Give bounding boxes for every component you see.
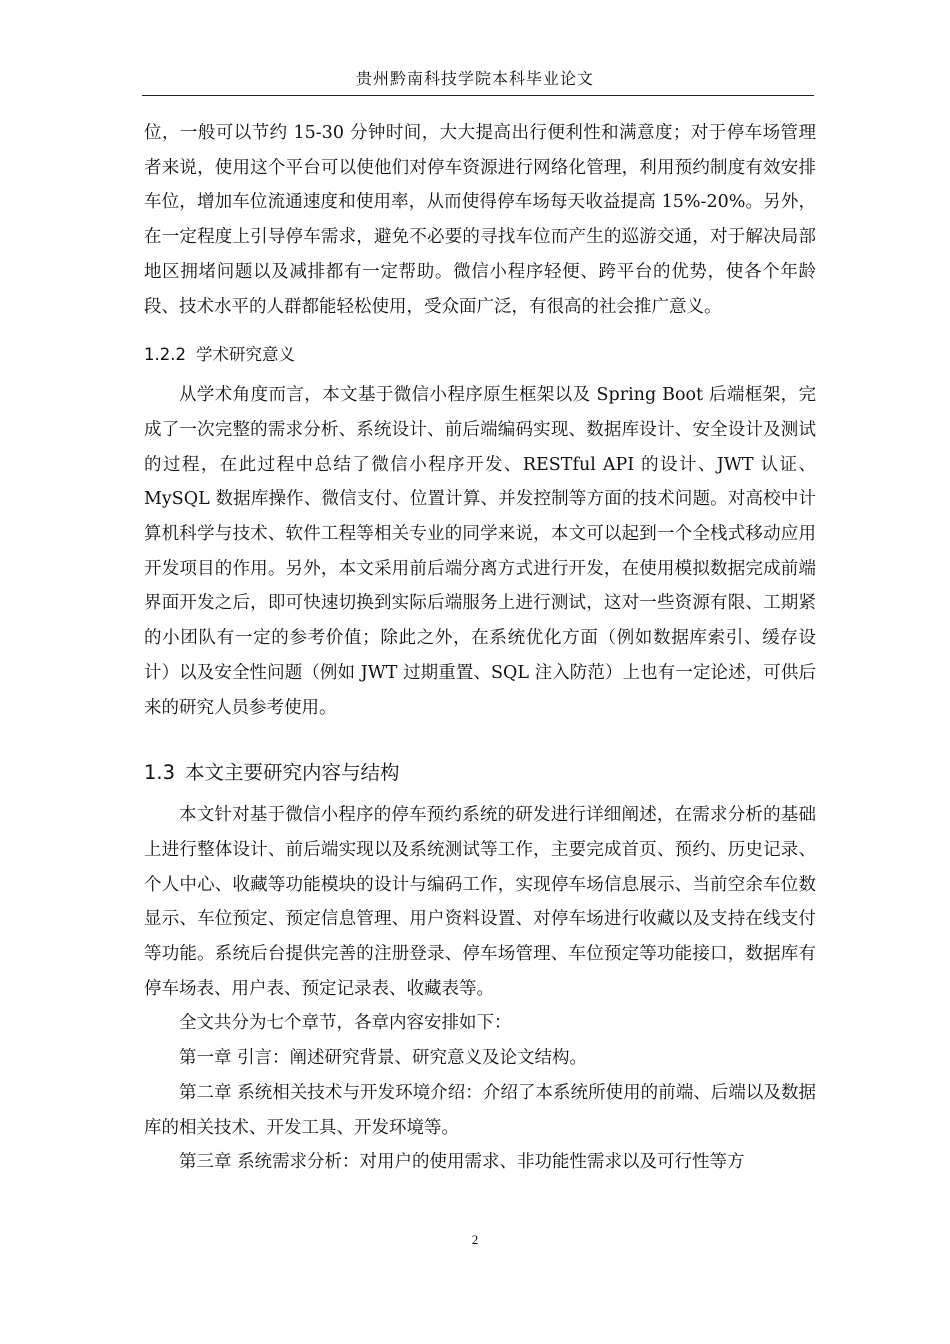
paragraph: 从学术角度而言，本文基于微信小程序原生框架以及 Spring Boot 后端框架，完成了一次完整的需求分析、系统设计、前后端编码实现、数据库设计、安全设计及测试的过程，在此过程中总结了微信小程序开发、RESTful API 的设计、JWT 认证、MySQL 数据库操作、微信支付、位置计算、并发控制等方面的技术问题。对高校中计算机科学与技术、软件工程等相关专业的同学来说，本文可以起到一个全栈式移动应用开发项目的作用。另外，本文采用前后端分离方式进行开发，在使用模拟数据完成前端界面开发之后，即可快速切换到实际后端服务上进行测试，这对一些资源有限、工期紧的小团队有一定的参考价值；除此之外，在系统优化方面（例如数据库索引、缓存设计）以及安全性问题（例如 JWT 过期重置、SQL 注入防范）上也有一定论述，可供后来的研究人员参考使用。 <box>144 385 816 718</box>
section-heading-1-3 <box>144 758 816 788</box>
section-title: 学术研究意义 <box>195 345 295 365</box>
header-rule <box>142 95 814 96</box>
running-header: 贵州黔南科技学院本科毕业论文 <box>355 69 594 88</box>
section-number: 1.2.2 <box>144 345 186 365</box>
body-text <box>144 116 816 1180</box>
chapter-outline-item: 第一章 引言：阐述研究背景、研究意义及论文结构。 <box>179 1048 588 1069</box>
section-heading-1-2-2 <box>144 342 816 368</box>
section-number: 1.3 <box>144 761 176 785</box>
paragraph: 全文共分为七个章节，各章内容安排如下： <box>179 1013 512 1034</box>
section-title: 本文主要研究内容与结构 <box>185 761 400 785</box>
chapter-outline-item: 第二章 系统相关技术与开发环境介绍：介绍了本系统所使用的前端、后端以及数据库的相关技术、开发工具、开发环境等。 <box>144 1082 816 1138</box>
chapter-outline-item: 第三章 系统需求分析：对用户的使用需求、非功能性需求以及可行性等方 <box>179 1152 745 1173</box>
paragraph-continued: 位，一般可以节约 15-30 分钟时间，大大提高出行便利性和满意度；对于停车场管理者来说，使用这个平台可以使他们对停车资源进行网络化管理，利用预约制度有效安排车位，增加车位流通速度和使用率，从而使得停车场每天收益提高 15%-20%。另外，在一定程度上引导停车需求，避免不必要的寻找车位而产生的巡游交通，对于解决局部地区拥堵问题以及减排都有一定帮助。微信小程序轻便、跨平台的优势，使各个年龄段、技术水平的人群都能轻松使用，受众面广泛，有很高的社会推广意义。 <box>144 123 816 317</box>
page-number: 2 <box>471 1232 479 1247</box>
paragraph: 本文针对基于微信小程序的停车预约系统的研发进行详细阐述，在需求分析的基础上进行整体设计、前后端实现以及系统测试等工作，主要完成首页、预约、历史记录、个人中心、收藏等功能模块的设计与编码工作，实现停车场信息展示、当前空余车位数显示、车位预定、预定信息管理、用户资料设置、对停车场进行收藏以及支持在线支付等功能。系统后台提供完善的注册登录、停车场管理、车位预定等功能接口，数据库有停车场表、用户表、预定记录表、收藏表等。 <box>144 805 816 999</box>
